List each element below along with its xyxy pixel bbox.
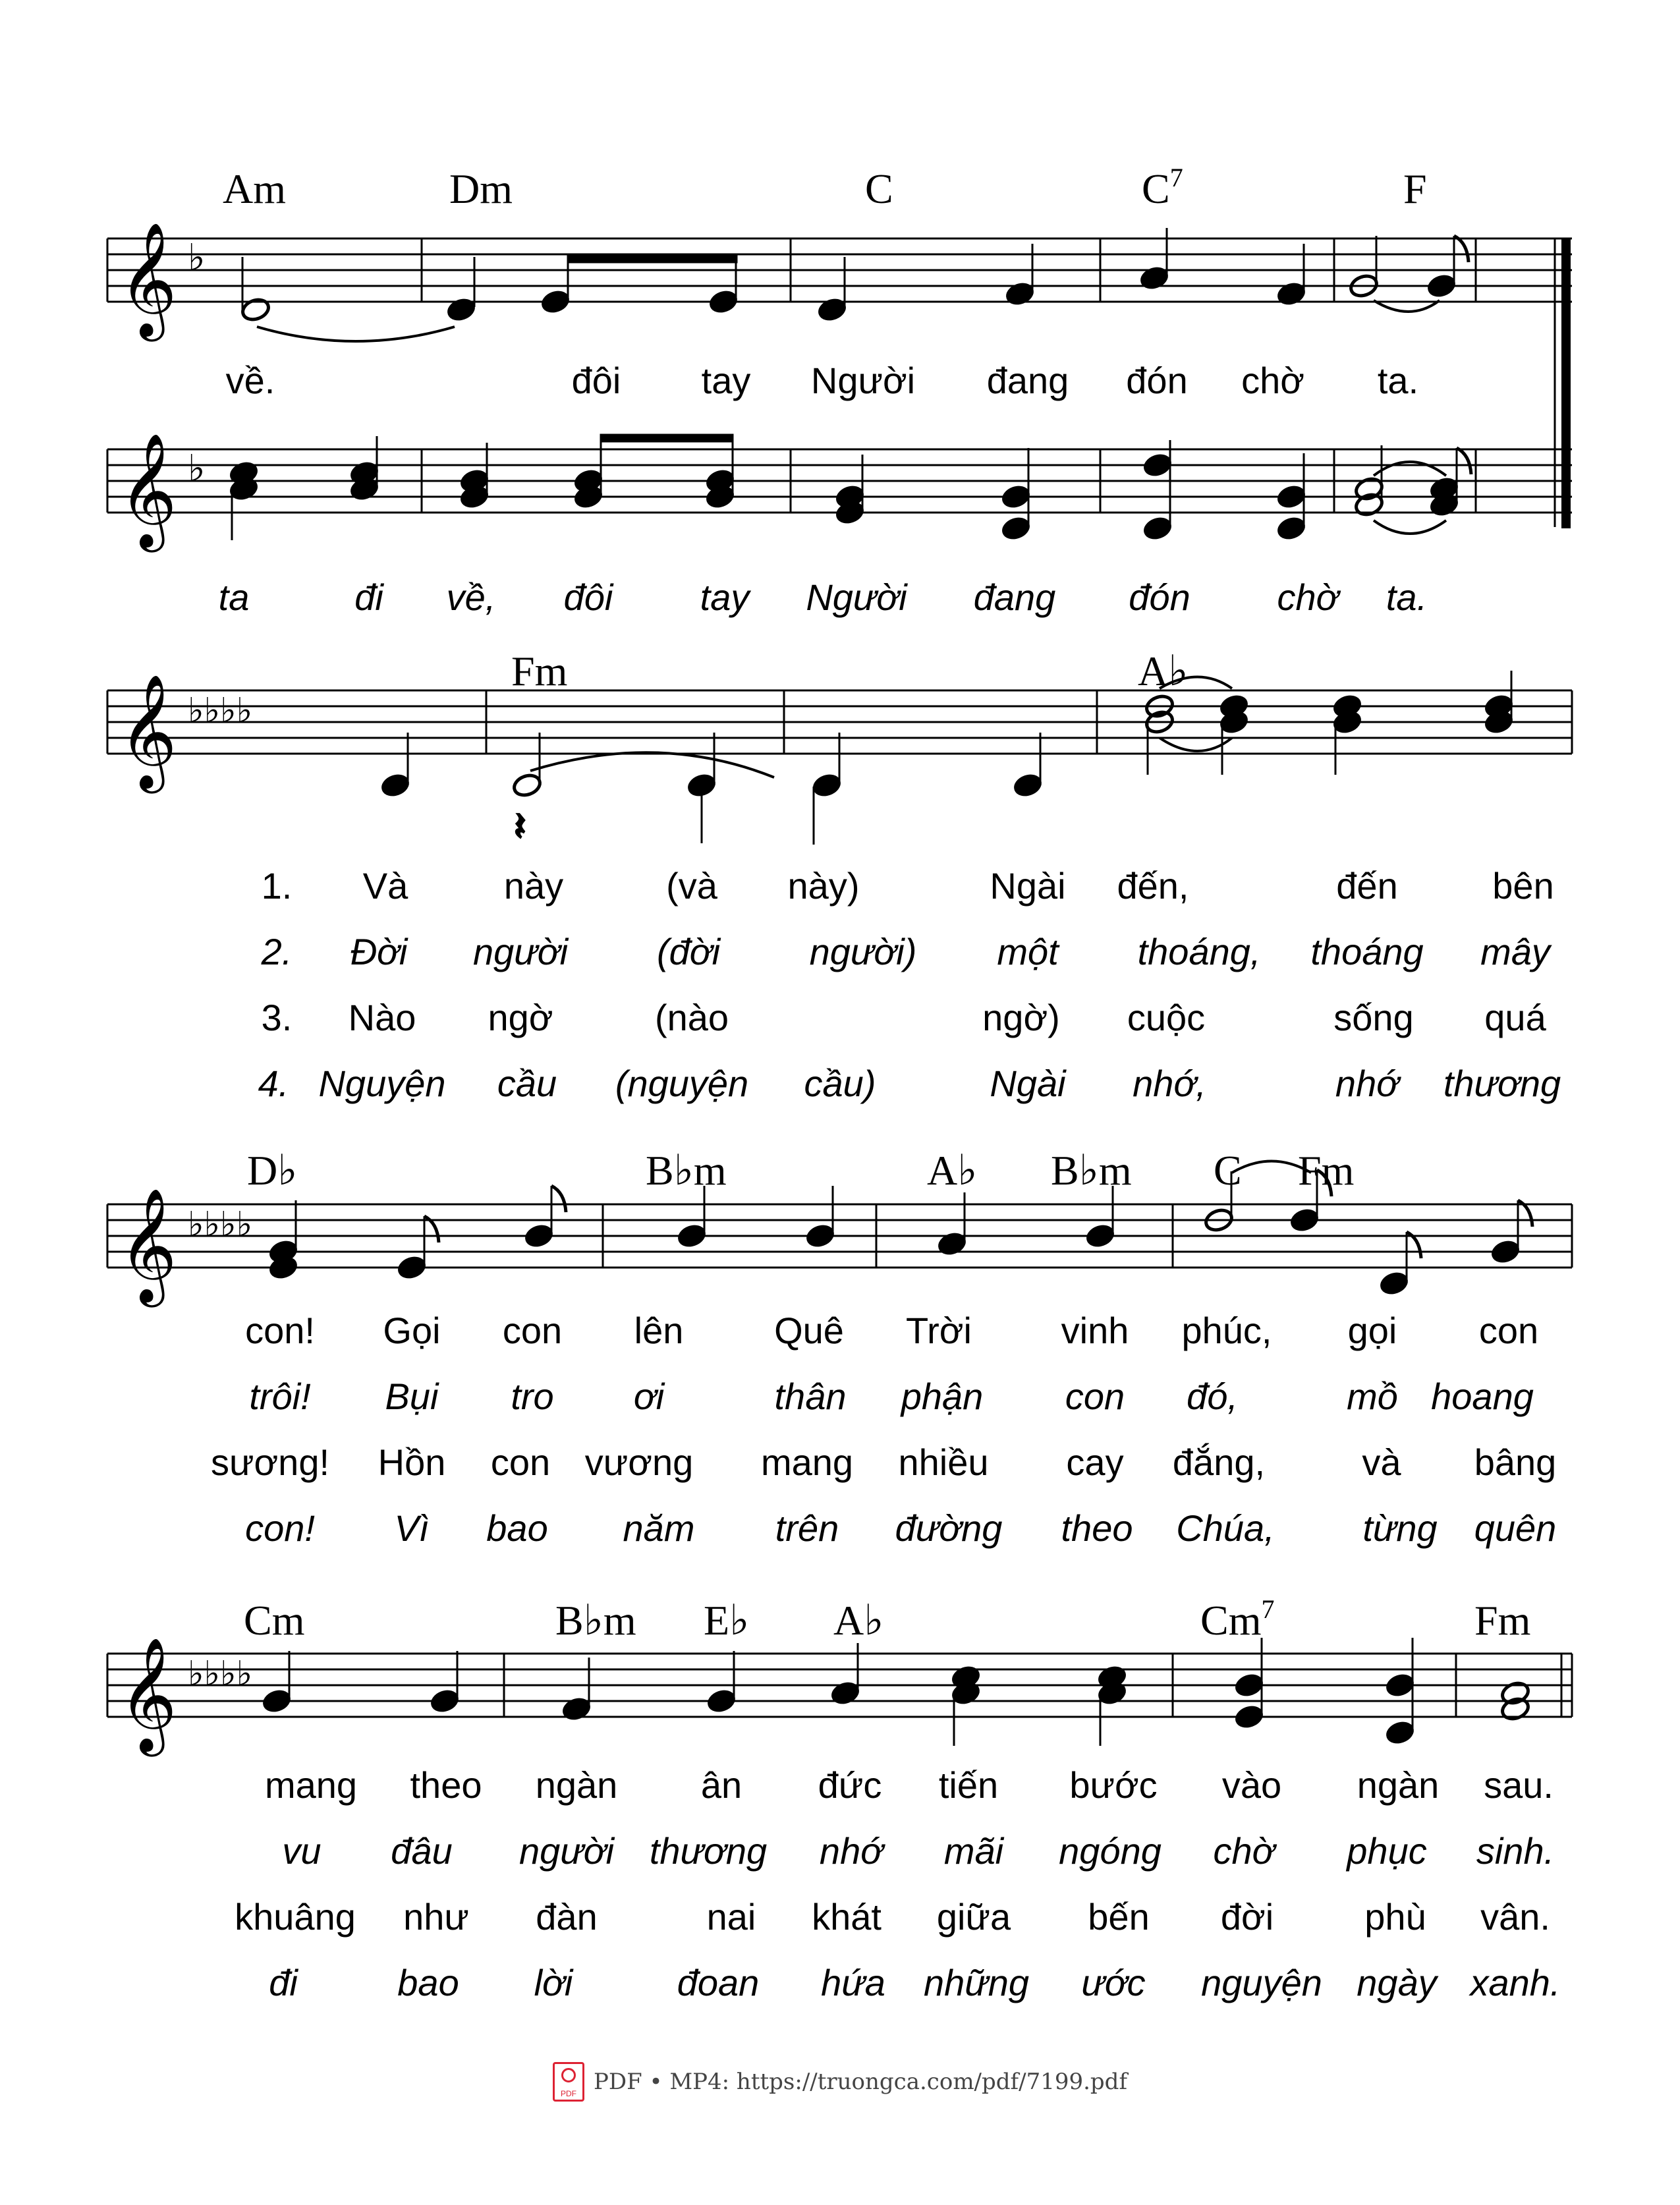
lyric-syllable: trôi!	[249, 1376, 311, 1417]
lyric-syllable: ngàn	[1357, 1764, 1440, 1806]
lyric-syllable: đôi	[563, 576, 613, 618]
lyric-line	[0, 866, 1680, 912]
svg-text:𝄞: 𝄞	[119, 433, 177, 547]
chord-symbol: A♭	[833, 1597, 884, 1644]
lyric-syllable: (nào	[654, 997, 729, 1038]
svg-text:♭: ♭	[188, 447, 206, 490]
lyric-syllable: chờ	[1213, 1830, 1275, 1872]
lyric-line	[0, 1831, 1680, 1878]
lyric-syllable: quá	[1484, 997, 1546, 1038]
treble-clef-icon: 𝄞	[119, 222, 177, 337]
lyric-syllable: thương	[1443, 1063, 1561, 1104]
staff-lines	[107, 238, 1572, 302]
lyric-syllable: người)	[809, 931, 917, 972]
lyric-syllable: con	[490, 1441, 551, 1483]
lyric-syllable: sau.	[1484, 1764, 1554, 1806]
lyric-syllable: đàn	[536, 1896, 598, 1938]
lyric-syllable: (đời	[656, 931, 721, 972]
lyric-syllable: theo	[1061, 1507, 1133, 1549]
chord-symbol: Fm	[1298, 1147, 1355, 1194]
lyric-syllable: Nguyện	[318, 1063, 446, 1104]
lyric-syllable: 1.	[261, 865, 293, 907]
lyric-syllable: Ngài	[990, 1063, 1066, 1104]
lyric-line	[0, 932, 1680, 978]
lyric-syllable: Trời	[906, 1310, 972, 1351]
lyric-syllable: vương	[584, 1441, 694, 1483]
lyric-syllable: chờ	[1241, 360, 1304, 401]
lyric-syllable: thương	[649, 1830, 768, 1872]
svg-text:𝄞: 𝄞	[119, 674, 177, 789]
lyric-line	[0, 1064, 1680, 1110]
footer	[0, 2062, 1680, 2115]
lyric-syllable: những	[923, 1962, 1030, 2003]
svg-text:♭♭♭♭: ♭♭♭♭	[188, 1654, 253, 1694]
lyric-syllable: đoan	[677, 1962, 760, 2003]
lyric-syllable: này)	[787, 865, 860, 907]
lyric-syllable: con!	[245, 1310, 315, 1351]
lyric-syllable: mồ	[1347, 1376, 1398, 1417]
lyric-syllable: mang	[264, 1764, 358, 1806]
lyric-syllable: đến,	[1117, 865, 1189, 907]
lyric-syllable: mãi	[943, 1830, 1004, 1872]
lyric-syllable: Người	[806, 576, 907, 618]
lyric-syllable: hứa	[821, 1962, 885, 2003]
svg-text:♭: ♭	[188, 237, 206, 279]
lyric-syllable: bao	[486, 1507, 548, 1549]
lyric-syllable: như	[403, 1896, 469, 1938]
chord-symbol: B♭m	[555, 1597, 636, 1644]
chord-symbol: C	[1214, 1147, 1242, 1194]
lyric-syllable: Quê	[774, 1310, 844, 1351]
lyric-syllable: ngờ)	[982, 997, 1060, 1038]
svg-text:♭♭♭♭: ♭♭♭♭	[188, 1205, 253, 1244]
lyric-syllable: Nào	[348, 997, 416, 1038]
lyric-line	[0, 1311, 1680, 1357]
lyric-syllable: mang	[760, 1441, 854, 1483]
lyric-syllable: vân.	[1480, 1896, 1550, 1938]
chord-symbol: Dm	[449, 165, 513, 212]
chord-symbol: Am	[223, 165, 286, 212]
lyric-syllable: phù	[1364, 1896, 1426, 1938]
lyric-syllable: đón	[1129, 576, 1190, 618]
lyric-syllable: 4.	[258, 1063, 289, 1104]
chord-symbol: D♭	[247, 1147, 298, 1194]
lyric-syllable: và	[1362, 1441, 1401, 1483]
lyric-syllable: Chúa,	[1176, 1507, 1275, 1549]
lyric-syllable: Và	[362, 865, 408, 907]
lyric-syllable: người	[518, 1830, 615, 1872]
chord-row	[0, 0, 1680, 212]
lyric-syllable: thoáng	[1310, 931, 1424, 972]
lyric-syllable: phận	[901, 1376, 984, 1417]
lyric-syllable: bao	[397, 1962, 459, 2003]
lyric-syllable: bến	[1088, 1896, 1150, 1938]
lyric-syllable: đó,	[1187, 1376, 1238, 1417]
lyric-syllable: đang	[986, 360, 1069, 401]
lyric-syllable: ngàn	[535, 1764, 618, 1806]
lyric-line	[0, 1766, 1680, 1812]
lyric-syllable: đón	[1126, 360, 1188, 401]
lyric-syllable: ngày	[1357, 1962, 1437, 2003]
lyric-line	[0, 1443, 1680, 1489]
svg-text:𝄞: 𝄞	[119, 1637, 177, 1752]
lyric-syllable: thoáng,	[1137, 931, 1261, 972]
lyric-syllable: nhiều	[898, 1441, 989, 1483]
chord-symbol: A♭	[927, 1147, 978, 1194]
lyric-syllable: nhớ	[819, 1830, 883, 1872]
lyric-syllable: đang	[973, 576, 1056, 618]
lyric-syllable: ta	[218, 576, 250, 618]
lyric-syllable: con	[502, 1310, 563, 1351]
lyric-syllable: khát	[812, 1896, 882, 1938]
lyric-syllable: cầu	[497, 1063, 557, 1104]
lyric-syllable: đi	[354, 576, 383, 618]
lyric-syllable: phục	[1347, 1830, 1427, 1872]
lyric-syllable: tay	[700, 576, 750, 618]
lyric-syllable: ơi	[633, 1376, 665, 1417]
lyric-syllable: sinh.	[1476, 1830, 1555, 1872]
lyric-syllable: 2.	[261, 931, 293, 972]
lyric-syllable: (và	[666, 865, 717, 907]
lyric-syllable: ta.	[1386, 576, 1428, 618]
lyric-syllable: nhớ,	[1133, 1063, 1206, 1104]
lyric-syllable: lời	[534, 1962, 573, 2003]
footer-link[interactable]: PDF • MP4: https://truongca.com/pdf/7199.pdf	[593, 2069, 1128, 2095]
lyric-syllable: năm	[623, 1507, 695, 1549]
lyric-syllable: cầu)	[804, 1063, 876, 1104]
chord-symbol: $C^7$	[1142, 163, 1183, 212]
lyric-syllable: phúc,	[1181, 1310, 1272, 1351]
lyric-syllable: con	[1065, 1376, 1125, 1417]
lyric-syllable: khuâng	[235, 1896, 356, 1938]
chord-symbol: Cm	[244, 1597, 305, 1644]
lyric-syllable: bước	[1069, 1764, 1158, 1806]
lyric-syllable: vinh	[1061, 1310, 1129, 1351]
chord-symbol: C	[865, 165, 893, 212]
lyric-syllable: giữa	[936, 1896, 1011, 1938]
lyric-syllable: đức	[818, 1764, 882, 1806]
lyric-syllable: vào	[1221, 1764, 1282, 1806]
lyric-syllable: Vì	[394, 1507, 430, 1549]
lyric-line	[0, 1963, 1680, 2009]
chord-symbol: F	[1403, 165, 1427, 212]
lyric-syllable: quên	[1474, 1507, 1557, 1549]
chord-symbol: Fm	[511, 648, 568, 694]
lyric-syllable: Người	[810, 360, 916, 401]
lyric-syllable: bên	[1492, 865, 1554, 907]
lyric-syllable: ngờ	[488, 997, 553, 1038]
lyric-syllable: về,	[446, 576, 496, 618]
chord-symbol: B♭m	[1051, 1147, 1132, 1194]
lyric-syllable: đắng,	[1172, 1441, 1266, 1483]
lyric-syllable: theo	[410, 1764, 482, 1806]
lyric-syllable: Bụi	[385, 1376, 439, 1417]
lyric-syllable: ước	[1081, 1962, 1146, 2003]
chord-symbol: Cm$^7$	[1200, 1594, 1275, 1644]
lyric-syllable: hoang	[1431, 1376, 1534, 1417]
lyric-syllable: Đời	[350, 931, 408, 972]
lyric-syllable: mây	[1480, 931, 1550, 972]
lyric-syllable: vu	[282, 1830, 322, 1872]
lyric-syllable: cuộc	[1127, 997, 1206, 1038]
lyric-syllable: tiến	[938, 1764, 999, 1806]
lyric-syllable: đâu	[391, 1830, 453, 1872]
chord-symbol: A♭	[1138, 648, 1189, 694]
lyric-syllable: ngóng	[1059, 1830, 1162, 1872]
lyric-syllable: nguyện	[1201, 1962, 1322, 2003]
lyric-syllable: 3.	[261, 997, 293, 1038]
lyric-syllable: đường	[895, 1507, 1003, 1549]
lyric-line	[0, 578, 1680, 624]
lyric-line	[0, 1897, 1680, 1943]
lyric-syllable: từng	[1362, 1507, 1438, 1549]
lyric-syllable: nai	[706, 1896, 756, 1938]
chord-symbol: B♭m	[646, 1147, 727, 1194]
lyric-syllable: đến	[1336, 865, 1398, 907]
lyric-syllable: thân	[774, 1376, 847, 1417]
lyric-syllable: người	[472, 931, 569, 972]
lyric-syllable: tay	[701, 360, 751, 401]
lyric-syllable: về.	[225, 360, 275, 401]
lyric-syllable: gọi	[1347, 1310, 1397, 1351]
svg-text:𝄽: 𝄽	[514, 804, 526, 850]
pdf-file-icon	[553, 2062, 584, 2102]
lyric-syllable: Gọi	[383, 1310, 441, 1351]
svg-text:𝄞: 𝄞	[119, 1188, 177, 1302]
lyric-syllable: một	[997, 931, 1059, 972]
lyric-syllable: xanh.	[1470, 1962, 1561, 2003]
lyric-syllable: đi	[269, 1962, 298, 2003]
lyric-syllable: chờ	[1277, 576, 1339, 618]
lyric-syllable: đời	[1220, 1896, 1274, 1938]
lyric-syllable: đôi	[571, 360, 621, 401]
svg-text:♭♭♭♭: ♭♭♭♭	[188, 691, 253, 731]
lyric-syllable: sương!	[210, 1441, 330, 1483]
lyric-syllable: nhớ	[1335, 1063, 1399, 1104]
lyric-syllable: cay	[1066, 1441, 1124, 1483]
lyric-line	[0, 361, 1680, 407]
chord-symbol: E♭	[704, 1597, 750, 1644]
lyric-syllable: này	[503, 865, 564, 907]
lyric-syllable: sống	[1333, 997, 1414, 1038]
lyric-line	[0, 1509, 1680, 1555]
lyric-syllable: con!	[245, 1507, 315, 1549]
lyric-syllable: ân	[700, 1764, 742, 1806]
chord-symbol: Fm	[1474, 1597, 1531, 1644]
lyric-syllable: bâng	[1474, 1441, 1557, 1483]
lyric-line	[0, 998, 1680, 1044]
lyric-line	[0, 1377, 1680, 1423]
lyric-syllable: Hồn	[378, 1441, 446, 1483]
lyric-syllable: (nguyện	[615, 1063, 749, 1104]
lyric-syllable: con	[1478, 1310, 1539, 1351]
lyric-syllable: tro	[511, 1376, 554, 1417]
lyric-syllable: Ngài	[990, 865, 1066, 907]
lyric-syllable: ta.	[1377, 360, 1419, 401]
lyric-syllable: lên	[634, 1310, 684, 1351]
lyric-syllable: trên	[775, 1507, 839, 1549]
